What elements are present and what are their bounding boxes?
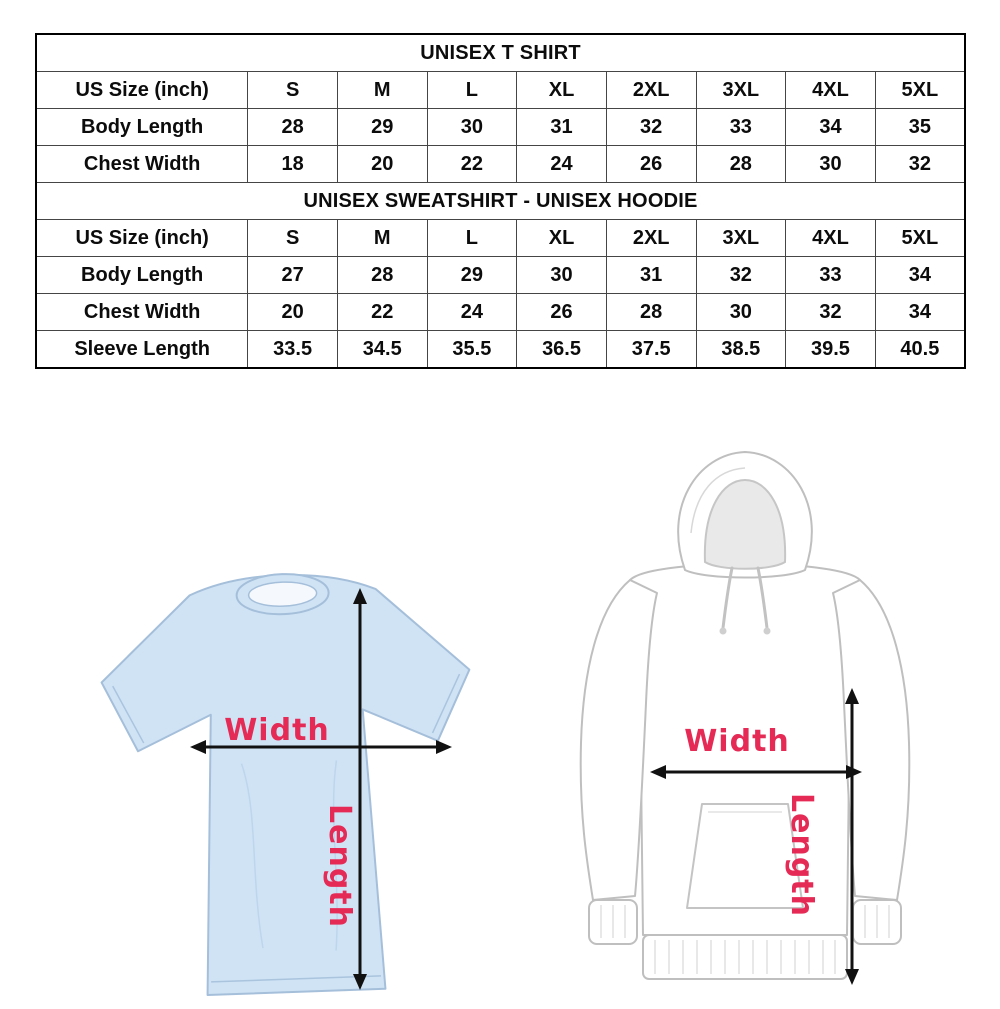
measurement-value: 24 [517,146,607,183]
measurement-value: 26 [606,146,696,183]
section-title: UNISEX T SHIRT [36,34,965,72]
size-header-cell: 3XL [696,72,786,109]
size-header-cell: S [248,72,338,109]
size-header-cell: L [427,220,517,257]
hoodie-width-arrow [650,765,862,779]
size-header-cell: 5XL [875,220,965,257]
measurement-value: 34 [786,109,876,146]
measurement-label: Body Length [36,257,248,294]
measurement-value: 32 [786,294,876,331]
measurement-label: Body Length [36,109,248,146]
measurement-value: 34 [875,257,965,294]
measurement-value: 30 [517,257,607,294]
size-header-label: US Size (inch) [36,220,248,257]
size-header-label: US Size (inch) [36,72,248,109]
measurement-value: 30 [427,109,517,146]
measurement-label: Sleeve Length [36,331,248,369]
measurement-value: 29 [427,257,517,294]
measurement-value: 18 [248,146,338,183]
measurement-value: 27 [248,257,338,294]
measurement-value: 33 [786,257,876,294]
measurement-value: 28 [248,109,338,146]
size-header-cell: 4XL [786,220,876,257]
measurement-value: 34 [875,294,965,331]
measurement-value: 35.5 [427,331,517,369]
measurement-value: 32 [875,146,965,183]
measurement-value: 31 [606,257,696,294]
measurement-value: 20 [337,146,427,183]
size-header-cell: 3XL [696,220,786,257]
measurement-value: 39.5 [786,331,876,369]
size-header-cell: XL [517,220,607,257]
section-title: UNISEX SWEATSHIRT - UNISEX HOODIE [36,183,965,220]
measurement-value: 29 [337,109,427,146]
measurement-value: 28 [696,146,786,183]
size-header-cell: XL [517,72,607,109]
tshirt-length-arrow [353,588,367,990]
measurement-value: 34.5 [337,331,427,369]
tshirt-length-label: Length [322,804,357,928]
size-header-cell: S [248,220,338,257]
measurement-value: 33 [696,109,786,146]
measurement-value: 38.5 [696,331,786,369]
measurement-value: 20 [248,294,338,331]
measurement-value: 37.5 [606,331,696,369]
measurement-value: 24 [427,294,517,331]
measurement-label: Chest Width [36,146,248,183]
measurement-value: 32 [606,109,696,146]
hoodie-width-label: Width [684,724,790,759]
measurement-value: 22 [337,294,427,331]
size-header-cell: L [427,72,517,109]
hoodie-length-label: Length [784,793,819,917]
measurement-value: 30 [786,146,876,183]
size-header-cell: M [337,220,427,257]
measurement-label: Chest Width [36,294,248,331]
measurement-value: 30 [696,294,786,331]
measurement-value: 40.5 [875,331,965,369]
size-header-cell: 5XL [875,72,965,109]
size-header-cell: M [337,72,427,109]
measurement-value: 22 [427,146,517,183]
measurement-value: 33.5 [248,331,338,369]
size-header-cell: 2XL [606,72,696,109]
hoodie-length-arrow [845,688,859,985]
measurement-value: 28 [337,257,427,294]
measurement-value: 26 [517,294,607,331]
measurement-value: 35 [875,109,965,146]
measurement-value: 31 [517,109,607,146]
size-header-cell: 4XL [786,72,876,109]
size-header-cell: 2XL [606,220,696,257]
tshirt-width-label: Width [224,713,330,748]
measurement-value: 36.5 [517,331,607,369]
measurement-value: 32 [696,257,786,294]
measurement-value: 28 [606,294,696,331]
